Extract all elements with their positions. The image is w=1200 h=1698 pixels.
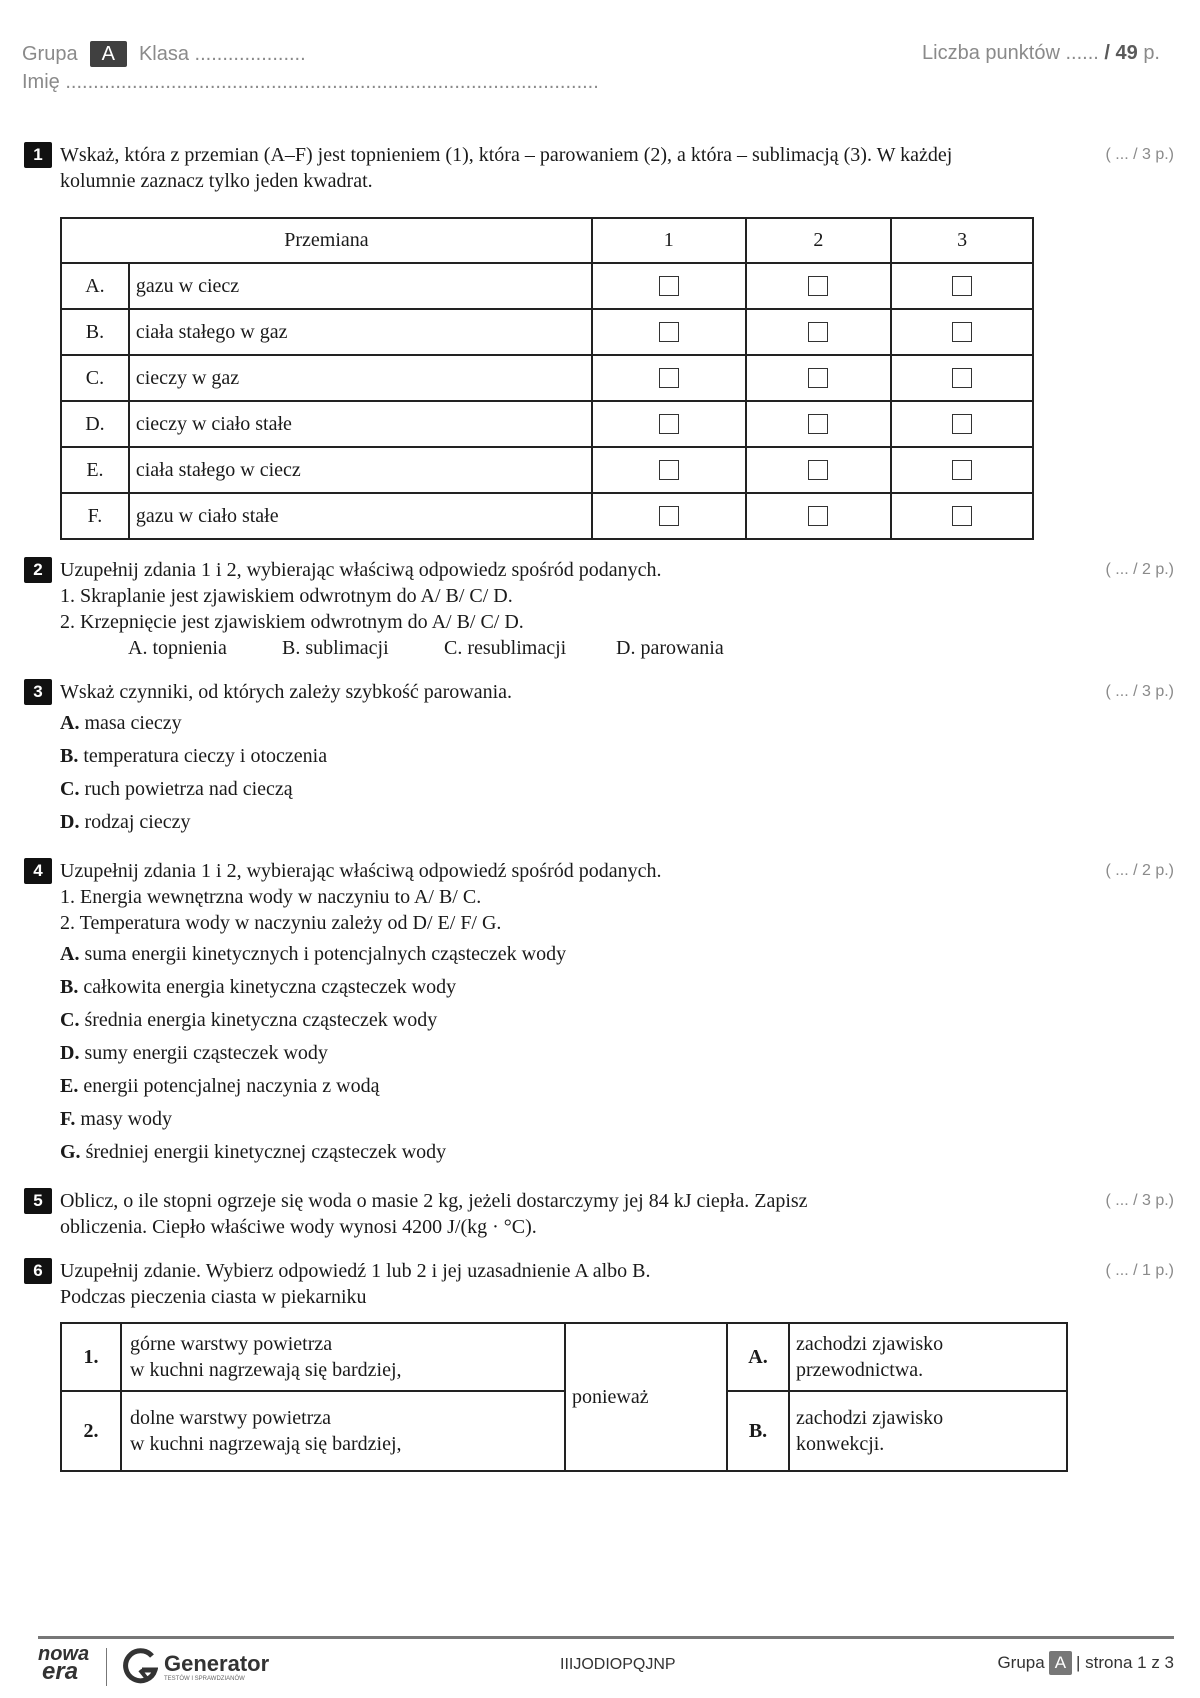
- task-6-table: [60, 1322, 1068, 1472]
- table-row: [61, 447, 1033, 493]
- checkbox[interactable]: [659, 276, 679, 296]
- checkbox[interactable]: [808, 368, 828, 388]
- choice-text-line: górne warstwy powietrza: [130, 1333, 333, 1355]
- table-row: [61, 1391, 1067, 1471]
- option-text: masa cieczy: [84, 712, 182, 734]
- option-letter: B.: [60, 976, 79, 998]
- task-6: [24, 1258, 1174, 1310]
- generator-logo: [122, 1646, 269, 1688]
- reason-text[interactable]: [789, 1391, 1067, 1471]
- option-letter: E.: [60, 1075, 79, 1097]
- option-item[interactable]: [60, 1136, 1174, 1169]
- task-number-badge: 2: [24, 557, 52, 583]
- row-text: ciała stałego w gaz: [129, 309, 592, 355]
- task-1: [24, 142, 1174, 194]
- group-class-row: [22, 40, 599, 68]
- task-2-options: [128, 635, 1174, 661]
- row-letter: C.: [61, 355, 129, 401]
- points-label: Liczba punktów: [922, 42, 1060, 64]
- footer-divider: [38, 1636, 1174, 1639]
- class-label: Klasa: [138, 42, 189, 65]
- header-col-2: 2: [746, 218, 892, 263]
- footer-group-badge: A: [1049, 1651, 1072, 1675]
- checkbox[interactable]: [808, 460, 828, 480]
- option-letter: C.: [60, 778, 80, 800]
- name-field[interactable]: ................................................................................................: [65, 70, 599, 93]
- choice-text[interactable]: [121, 1323, 565, 1391]
- header-col-3: 3: [891, 218, 1033, 263]
- task-4-line-2: 2. Temperatura wody w naczyniu zależy od D/ E/ F/ G.: [60, 912, 502, 934]
- row-text: gazu w ciało stałe: [129, 493, 592, 539]
- option-text: średniej energii kinetycznej cząsteczek wody: [85, 1141, 447, 1163]
- row-letter: D.: [61, 401, 129, 447]
- choice-text[interactable]: [121, 1391, 565, 1471]
- header-col-1: 1: [592, 218, 746, 263]
- option-letter: F.: [60, 1108, 76, 1130]
- nowa-era-logo: [38, 1645, 98, 1689]
- footer-page-info: [997, 1651, 1174, 1675]
- points-suffix: p.: [1143, 42, 1160, 64]
- reason-letter[interactable]: B.: [727, 1391, 789, 1471]
- name-row: [22, 68, 599, 96]
- task-1-text: Wskaż, która z przemian (A–F) jest topnieniem (1), która – parowaniem (2), a która – sublimacją (3). W każdej kolumnie zaznacz tylko jeden kwadrat.: [60, 144, 953, 192]
- option-letter: D.: [60, 811, 80, 833]
- option-item[interactable]: [60, 1037, 1174, 1070]
- option-item[interactable]: C. resublimacji: [444, 637, 567, 659]
- checkbox[interactable]: [808, 322, 828, 342]
- document-code: IIIJODIOPQJNP: [560, 1656, 676, 1673]
- checkbox[interactable]: [808, 506, 828, 526]
- task-4: [24, 858, 1174, 1169]
- logo-separator: [106, 1648, 107, 1686]
- task-6-intro: Podczas pieczenia ciasta w piekarniku: [60, 1286, 367, 1308]
- task-1-table: [60, 217, 1034, 540]
- group-badge: A: [90, 41, 127, 67]
- footer-group-label: Grupa: [997, 1653, 1045, 1672]
- task-5: [24, 1188, 1174, 1240]
- row-text: gazu w ciecz: [129, 263, 592, 309]
- option-letter: D.: [60, 1042, 80, 1064]
- points-total: / 49: [1104, 42, 1138, 64]
- task-4-options: [60, 938, 1174, 1169]
- task-number-badge: 3: [24, 679, 52, 705]
- checkbox[interactable]: [808, 414, 828, 434]
- task-6-points: ( ... / 1 p.): [1105, 1262, 1174, 1279]
- task-2: [24, 557, 1174, 661]
- generator-subtext: TESTÓW I SPRAWDZIANÓW: [164, 1675, 245, 1682]
- reason-text[interactable]: [789, 1323, 1067, 1391]
- class-field[interactable]: ....................: [194, 42, 306, 65]
- task-2-text: Uzupełnij zdania 1 i 2, wybierając właściwą odpowiedz spośród podanych.: [60, 559, 662, 581]
- option-item[interactable]: B. sublimacji: [282, 637, 389, 659]
- checkbox[interactable]: [659, 460, 679, 480]
- task-3-text: Wskaż czynniki, od których zależy szybkość parowania.: [60, 681, 513, 703]
- header-left: [22, 40, 599, 96]
- name-label: Imię: [22, 70, 60, 93]
- option-item[interactable]: [60, 773, 1174, 806]
- checkbox[interactable]: [952, 322, 972, 342]
- logo-era-text: era: [42, 1658, 79, 1685]
- task-number-badge: 1: [24, 142, 52, 168]
- reason-text-line: przewodnictwa.: [796, 1359, 924, 1381]
- option-text: masy wody: [80, 1108, 173, 1130]
- task-5-text-line-1: Oblicz, o ile stopni ogrzeje się woda o masie 2 kg, jeżeli dostarczymy jej 84 kJ ciepła. Zapisz: [60, 1190, 808, 1212]
- generator-text: Generator: [164, 1650, 270, 1676]
- table-header-row: [61, 218, 1033, 263]
- row-text: ciała stałego w ciecz: [129, 447, 592, 493]
- option-item[interactable]: D. parowania: [616, 637, 724, 659]
- task-2-points: ( ... / 2 p.): [1105, 561, 1174, 578]
- connector-cell: ponieważ: [565, 1323, 727, 1471]
- option-item[interactable]: A. topnienia: [128, 637, 227, 659]
- option-item[interactable]: [60, 707, 1174, 740]
- header-points: [922, 42, 1160, 65]
- option-letter: G.: [60, 1141, 81, 1163]
- checkbox[interactable]: [952, 414, 972, 434]
- checkbox[interactable]: [659, 414, 679, 434]
- option-item[interactable]: [60, 740, 1174, 773]
- table-row: [61, 263, 1033, 309]
- checkbox[interactable]: [952, 460, 972, 480]
- reason-text-line: konwekcji.: [796, 1433, 885, 1455]
- reason-letter[interactable]: A.: [727, 1323, 789, 1391]
- checkbox[interactable]: [659, 506, 679, 526]
- task-4-text: Uzupełnij zdania 1 i 2, wybierając właściwą odpowiedź spośród podanych.: [60, 860, 662, 882]
- task-4-line-1: 1. Energia wewnętrzna wody w naczyniu to A/ B/ C.: [60, 886, 482, 908]
- task-6-text: Uzupełnij zdanie. Wybierz odpowiedź 1 lub 2 i jej uzasadnienie A albo B.: [60, 1260, 651, 1282]
- option-text: średnia energia kinetyczna cząsteczek wody: [84, 1009, 438, 1031]
- checkbox[interactable]: [952, 506, 972, 526]
- generator-icon: [122, 1648, 158, 1686]
- option-letter: C.: [60, 1009, 80, 1031]
- choice-number[interactable]: 2.: [61, 1391, 121, 1471]
- row-letter: F.: [61, 493, 129, 539]
- group-label: Grupa: [22, 42, 78, 65]
- option-letter: A.: [60, 712, 80, 734]
- table-row: [61, 493, 1033, 539]
- task-2-line-1: 1. Skraplanie jest zjawiskiem odwrotnym do A/ B/ C/ D.: [60, 585, 513, 607]
- choice-text-line: w kuchni nagrzewają się bardziej,: [130, 1433, 402, 1455]
- task-3-options: [60, 707, 1174, 839]
- task-2-line-2: 2. Krzepnięcie jest zjawiskiem odwrotnym do A/ B/ C/ D.: [60, 611, 524, 633]
- table-row: [61, 309, 1033, 355]
- option-item[interactable]: [60, 938, 1174, 971]
- checkbox[interactable]: [659, 368, 679, 388]
- option-item[interactable]: [60, 806, 1174, 839]
- option-text: energii potencjalnej naczynia z wodą: [83, 1075, 380, 1097]
- option-letter: B.: [60, 745, 79, 767]
- header-przemiana: Przemiana: [61, 218, 592, 263]
- choice-text-line: w kuchni nagrzewają się bardziej,: [130, 1359, 402, 1381]
- row-letter: E.: [61, 447, 129, 493]
- table-row: [61, 1323, 1067, 1391]
- reason-text-line: zachodzi zjawisko: [796, 1333, 944, 1355]
- option-text: rodzaj cieczy: [84, 811, 191, 833]
- choice-number[interactable]: 1.: [61, 1323, 121, 1391]
- checkbox[interactable]: [952, 368, 972, 388]
- task-number-badge: 6: [24, 1258, 52, 1284]
- table-row: [61, 355, 1033, 401]
- task-1-points: ( ... / 3 p.): [1105, 146, 1174, 163]
- option-text: całkowita energia kinetyczna cząsteczek wody: [83, 976, 457, 998]
- task-5-text-line-2: obliczenia. Ciepło właściwe wody wynosi 4200 J/(kg · °C).: [60, 1216, 537, 1238]
- reason-text-line: zachodzi zjawisko: [796, 1407, 944, 1429]
- row-text: cieczy w ciało stałe: [129, 401, 592, 447]
- task-5-points: ( ... / 3 p.): [1105, 1192, 1174, 1209]
- task-number-badge: 4: [24, 858, 52, 884]
- row-letter: A.: [61, 263, 129, 309]
- row-letter: B.: [61, 309, 129, 355]
- option-item[interactable]: [60, 1070, 1174, 1103]
- option-text: suma energii kinetycznych i potencjalnych cząsteczek wody: [84, 943, 567, 965]
- checkbox[interactable]: [659, 322, 679, 342]
- task-4-points: ( ... / 2 p.): [1105, 862, 1174, 879]
- option-item[interactable]: [60, 1103, 1174, 1136]
- row-text: cieczy w gaz: [129, 355, 592, 401]
- task-3: [24, 679, 1174, 839]
- option-item[interactable]: [60, 971, 1174, 1004]
- choice-text-line: dolne warstwy powietrza: [130, 1407, 332, 1429]
- option-letter: A.: [60, 943, 80, 965]
- option-text: sumy energii cząsteczek wody: [84, 1042, 328, 1064]
- task-3-points: ( ... / 3 p.): [1105, 683, 1174, 700]
- table-row: [61, 401, 1033, 447]
- checkbox[interactable]: [808, 276, 828, 296]
- task-number-badge: 5: [24, 1188, 52, 1214]
- page-number: | strona 1 z 3: [1076, 1653, 1174, 1672]
- checkbox[interactable]: [952, 276, 972, 296]
- option-text: ruch powietrza nad cieczą: [84, 778, 293, 800]
- points-field[interactable]: ......: [1065, 42, 1099, 64]
- option-text: temperatura cieczy i otoczenia: [83, 745, 328, 767]
- option-item[interactable]: [60, 1004, 1174, 1037]
- logo-nowa-text: nowa: [38, 1643, 90, 1665]
